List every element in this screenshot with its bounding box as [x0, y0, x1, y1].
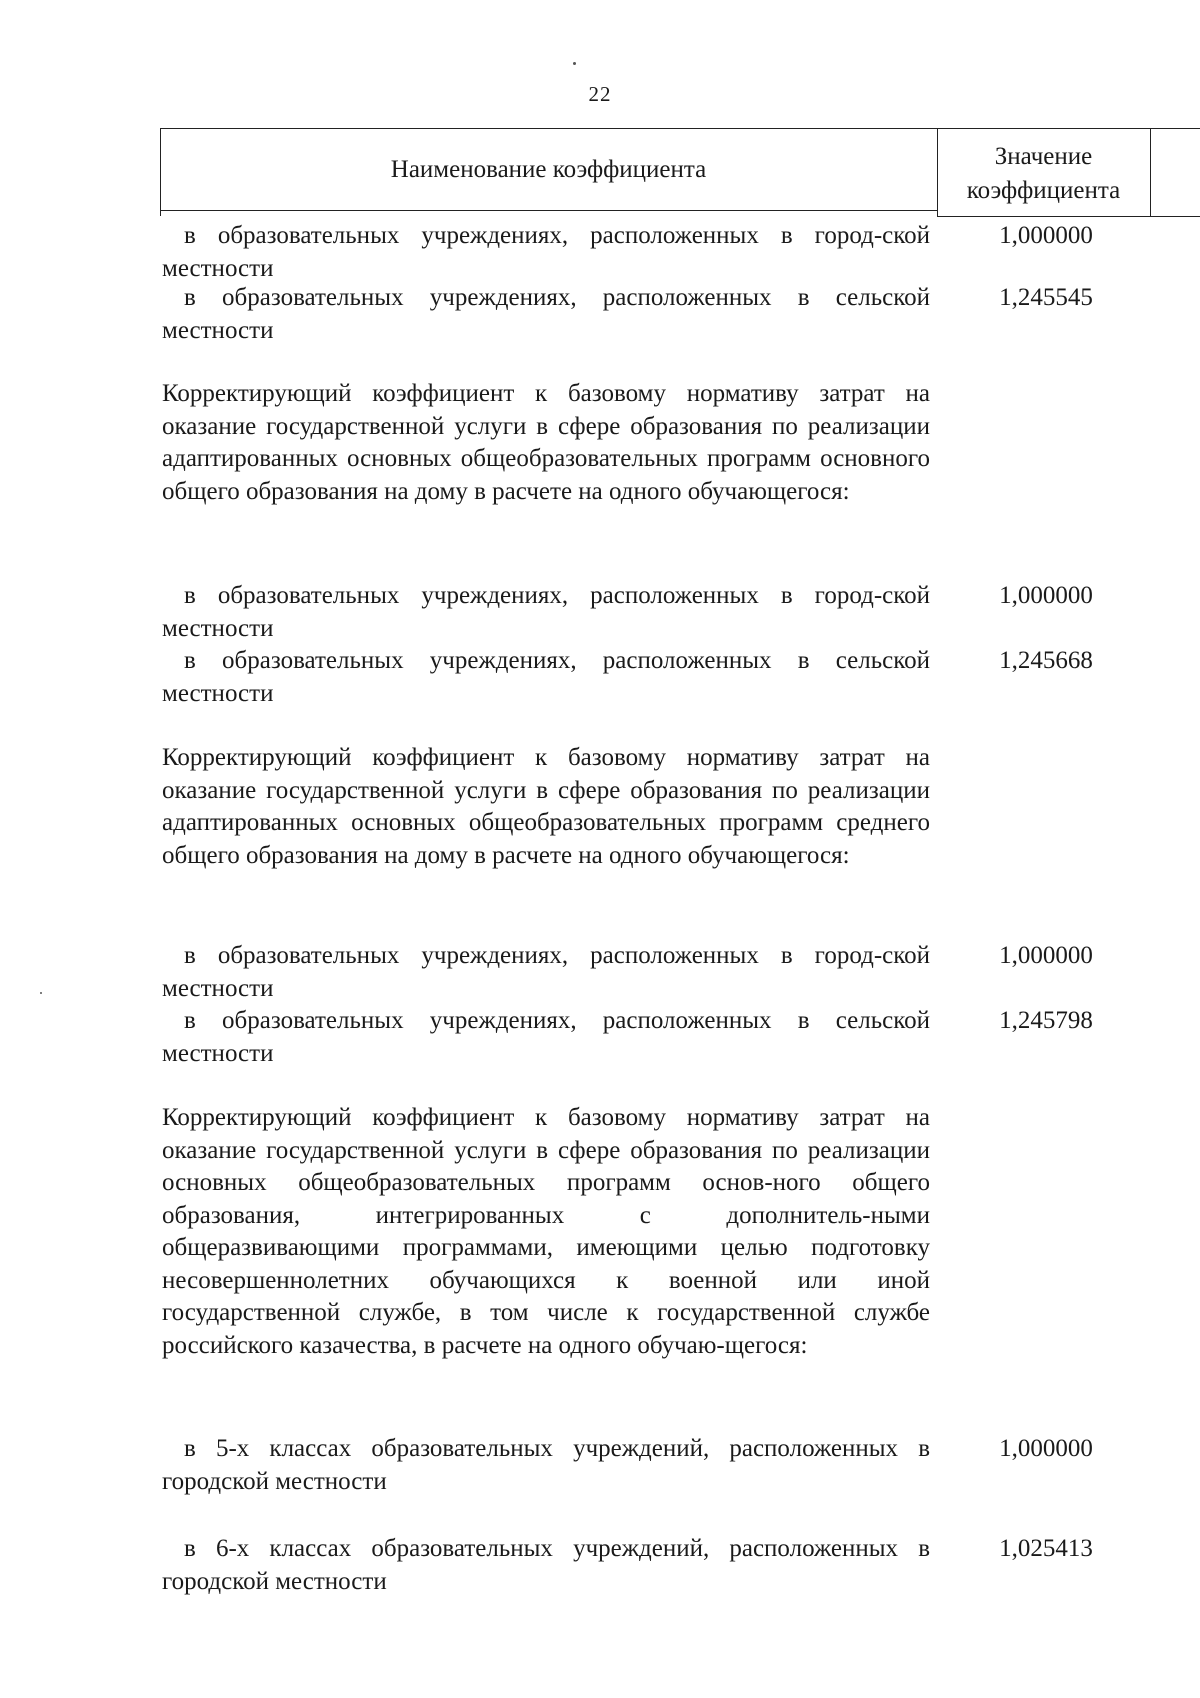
table-header-bottom-border	[937, 216, 1200, 217]
coefficient-value: 1,000000	[999, 1435, 1093, 1462]
coefficient-value: 1,245545	[999, 284, 1093, 311]
coefficient-name: в образовательных учреждениях, расположенных в город-ской местности	[162, 582, 930, 642]
table-header-bottom-border	[160, 210, 937, 211]
coefficient-name: в 6-х классах образовательных учреждений, расположенных в городской местности	[162, 1535, 930, 1595]
coefficient-name: в образовательных учреждениях, расположенных в город-ской местности	[162, 942, 930, 1002]
coefficient-value: 1,245798	[999, 1007, 1093, 1034]
coefficient-heading: Корректирующий коэффициент к базовому нормативу затрат на оказание государственной услуги в сфере образования по реализации основных общеобразовательных программ основ-ного общего образования, интегрированных с дополнитель-ными общеразвивающими программами, имеющими целью подготовку несовершеннолетних обучающихся к военной или иной государственной службе, в том числе к государственной службе российского казачества, в расчете на одного обучаю-щегося:	[162, 1104, 930, 1359]
column-header-value	[937, 140, 1150, 208]
column-header-value-line: коэффициента	[966, 177, 1121, 204]
coefficient-heading: Корректирующий коэффициент к базовому нормативу затрат на оказание государственной услуги в сфере образования по реализации адаптированных основных общеобразовательных программ среднего общего образования на дому в расчете на одного обучающегося:	[162, 744, 930, 869]
coefficient-name: в образовательных учреждениях, расположенных в город-ской местности	[162, 222, 930, 282]
coefficient-name: в образовательных учреждениях, расположенных в сельской местности	[162, 284, 930, 344]
coefficient-value: 1,025413	[999, 1535, 1093, 1562]
coefficient-name: в 5-х классах образовательных учреждений, расположенных в городской местности	[162, 1435, 930, 1495]
coefficient-heading: Корректирующий коэффициент к базовому нормативу затрат на оказание государственной услуги в сфере образования по реализации адаптированных основных общеобразовательных программ основного общего образования на дому в расчете на одного обучающегося:	[162, 380, 930, 505]
coefficient-name: в образовательных учреждениях, расположенных в сельской местности	[162, 647, 930, 707]
page-number: 22	[588, 82, 612, 106]
coefficient-value: 1,000000	[999, 582, 1093, 609]
coefficient-name: в образовательных учреждениях, расположенных в сельской местности	[162, 1007, 930, 1067]
column-header-name: Наименование коэффициента	[390, 156, 707, 183]
coefficient-value: 1,000000	[999, 222, 1093, 249]
scan-speck	[40, 992, 42, 994]
table-header-right-edge	[1150, 128, 1151, 216]
scan-speck	[573, 62, 576, 65]
coefficient-value: 1,245668	[999, 647, 1093, 674]
column-header-value-line: Значение	[994, 143, 1093, 170]
coefficient-value: 1,000000	[999, 942, 1093, 969]
